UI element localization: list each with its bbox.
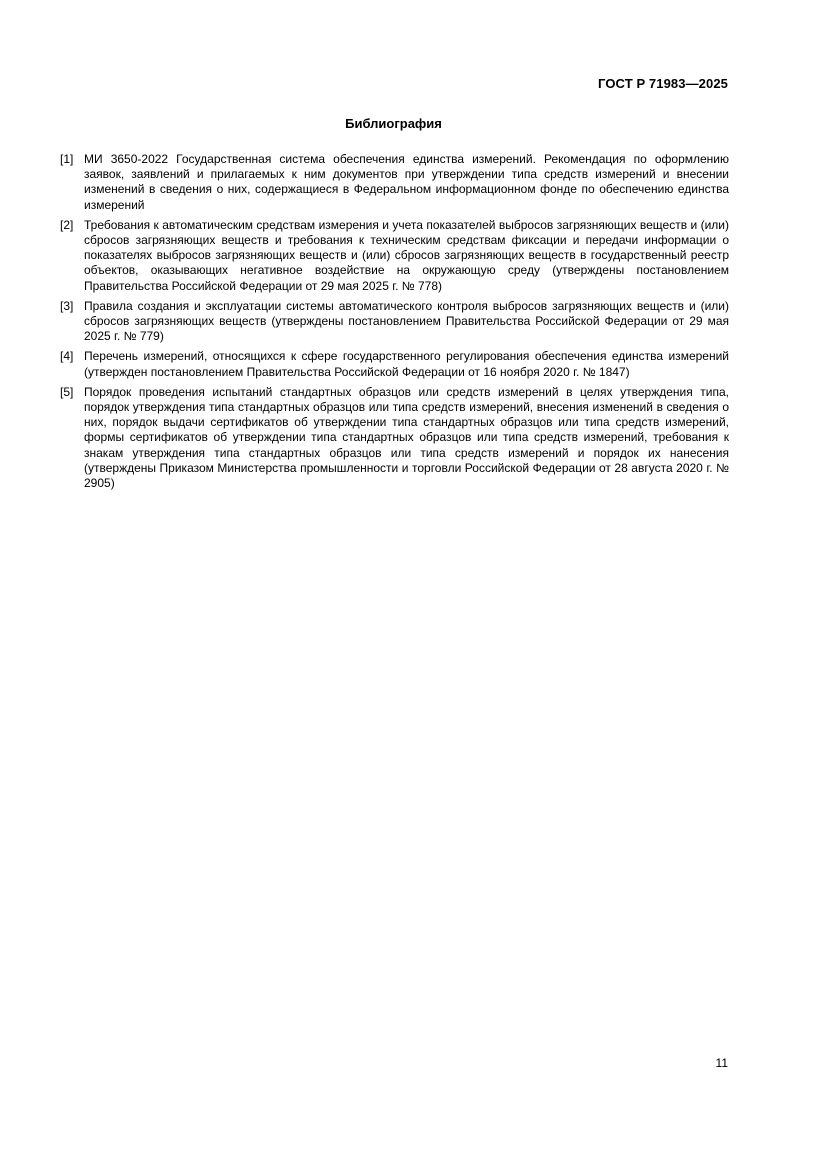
bibliography-item	[60, 299, 729, 345]
page-number: 11	[715, 1056, 728, 1070]
section-title: Библиография	[345, 116, 442, 131]
document-code: ГОСТ Р 71983—2025	[598, 76, 728, 91]
bibliography-item-number: [5]	[60, 384, 74, 399]
bibliography-item-number: [4]	[60, 349, 74, 364]
bibliography-item-number: [1]	[60, 152, 74, 166]
bibliography-item	[60, 218, 729, 294]
bibliography-item-text: Требования к автоматическим средствам измерения и учета показателей выбросов загрязняющих веществ и (или) сбросов загрязняющих веществ и требования к техническим средствам фиксации и передачи информации о показателях выбросов загрязняющих веществ и (или) сбросов загрязняющих веществ в государственный реестр объектов, оказывающих негативное воздействие на окружающую среду (утверждены постановлением Правительства Российской Федерации от 29 мая 2025 г. № 778)	[84, 217, 729, 293]
bibliography-item-text: МИ 3650-2022 Государственная система обеспечения единства измерений. Рекомендация по оформлению заявок, заявлений и прилагаемых к ним документов при утверждении типа средств измерений и внесении изменений в сведения о них, содержащиеся в Федеральном информационном фонде по обеспечению единства измерений	[84, 152, 729, 212]
bibliography-item-text: Правила создания и эксплуатации системы автоматического контроля выбросов загрязняющих веществ и (или) сбросов загрязняющих веществ (утверждены постановлением Правительства Российской Федерации от 29 мая 2025 г. № 779)	[84, 298, 729, 344]
bibliography-item-text: Перечень измерений, относящихся к сфере государственного регулирования обеспечения единства измерений (утвержден постановлением Правительства Российской Федерации от 16 ноября 2020 г. № 1847)	[84, 349, 729, 379]
bibliography-item	[60, 349, 729, 379]
bibliography-item	[60, 152, 729, 213]
bibliography-list	[60, 152, 729, 496]
bibliography-item-number: [2]	[60, 217, 74, 232]
bibliography-item-number: [3]	[60, 298, 74, 313]
bibliography-item-text: Порядок проведения испытаний стандартных образцов или средств измерений в целях утверждения типа, порядок утверждения типа стандартных образцов или типа средств измерений, внесения изменений в сведения о них, порядок выдачи сертификатов об утверждении типа стандартных образцов или типа средств измерений, формы сертификатов об утверждении типа стандартных образцов или типа средств измерений, требования к знакам утверждения типа стандартных образцов или типа средств измерений и порядок их нанесения (утверждены Приказом Министерства промышленности и торговли Российской Федерации от 28 августа 2020 г. № 2905)	[84, 384, 729, 491]
bibliography-item	[60, 385, 729, 491]
